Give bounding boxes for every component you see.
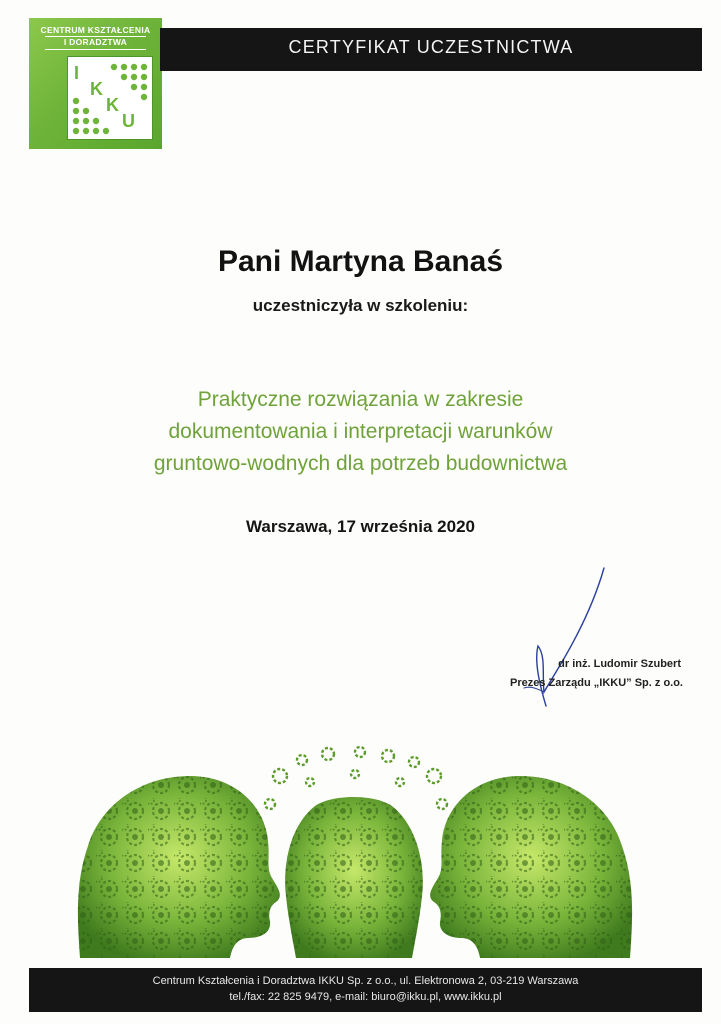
ikku-logo <box>29 18 162 149</box>
logo-letter: U <box>122 111 135 131</box>
logo-letter: K <box>90 79 103 99</box>
certificate-title: CERTYFIKAT UCZESTNICTWA <box>288 37 574 57</box>
course-title-line: dokumentowania i interpretacji warunków <box>168 420 553 443</box>
logo-line-2: I DORADZTWA <box>63 37 128 47</box>
left-gear-head <box>78 776 280 958</box>
footer-address: Centrum Kształcenia i Doradztwa IKKU Sp. z o.o., ul. Elektronowa 2, 03-219 Warszawa <box>152 975 579 987</box>
logo-line-1: CENTRUM KSZTAŁCENIA <box>40 25 151 35</box>
gear-heads-icon <box>70 746 640 958</box>
course-title-line: Praktyczne rozwiązania w zakresie <box>197 388 524 411</box>
logo-divider <box>45 49 146 50</box>
signatory-name: dr inż. Ludomir Szubert <box>558 658 681 670</box>
signatory-role: Prezes Zarządu „IKKU” Sp. z o.o. <box>510 677 683 689</box>
logo-letter: I <box>74 63 80 83</box>
center-gear-head <box>285 797 423 958</box>
handwritten-signature <box>500 566 630 716</box>
footer-bar <box>29 968 702 1012</box>
logo-emblem <box>67 56 153 140</box>
right-gear-head <box>430 776 632 958</box>
recipient-name: Pani Martyna Banaś <box>217 245 504 278</box>
place-date: Warszawa, 17 września 2020 <box>245 517 475 536</box>
course-title-line: gruntowo-wodnych dla potrzeb budownictwa <box>153 452 568 475</box>
footer-contact: tel./fax: 22 825 9479, e-mail: biuro@ikku.pl, www.ikku.pl <box>229 991 502 1003</box>
participation-text: uczestniczyła w szkoleniu: <box>252 296 469 315</box>
logo-letter: K <box>106 95 119 115</box>
header-bar <box>160 28 702 71</box>
